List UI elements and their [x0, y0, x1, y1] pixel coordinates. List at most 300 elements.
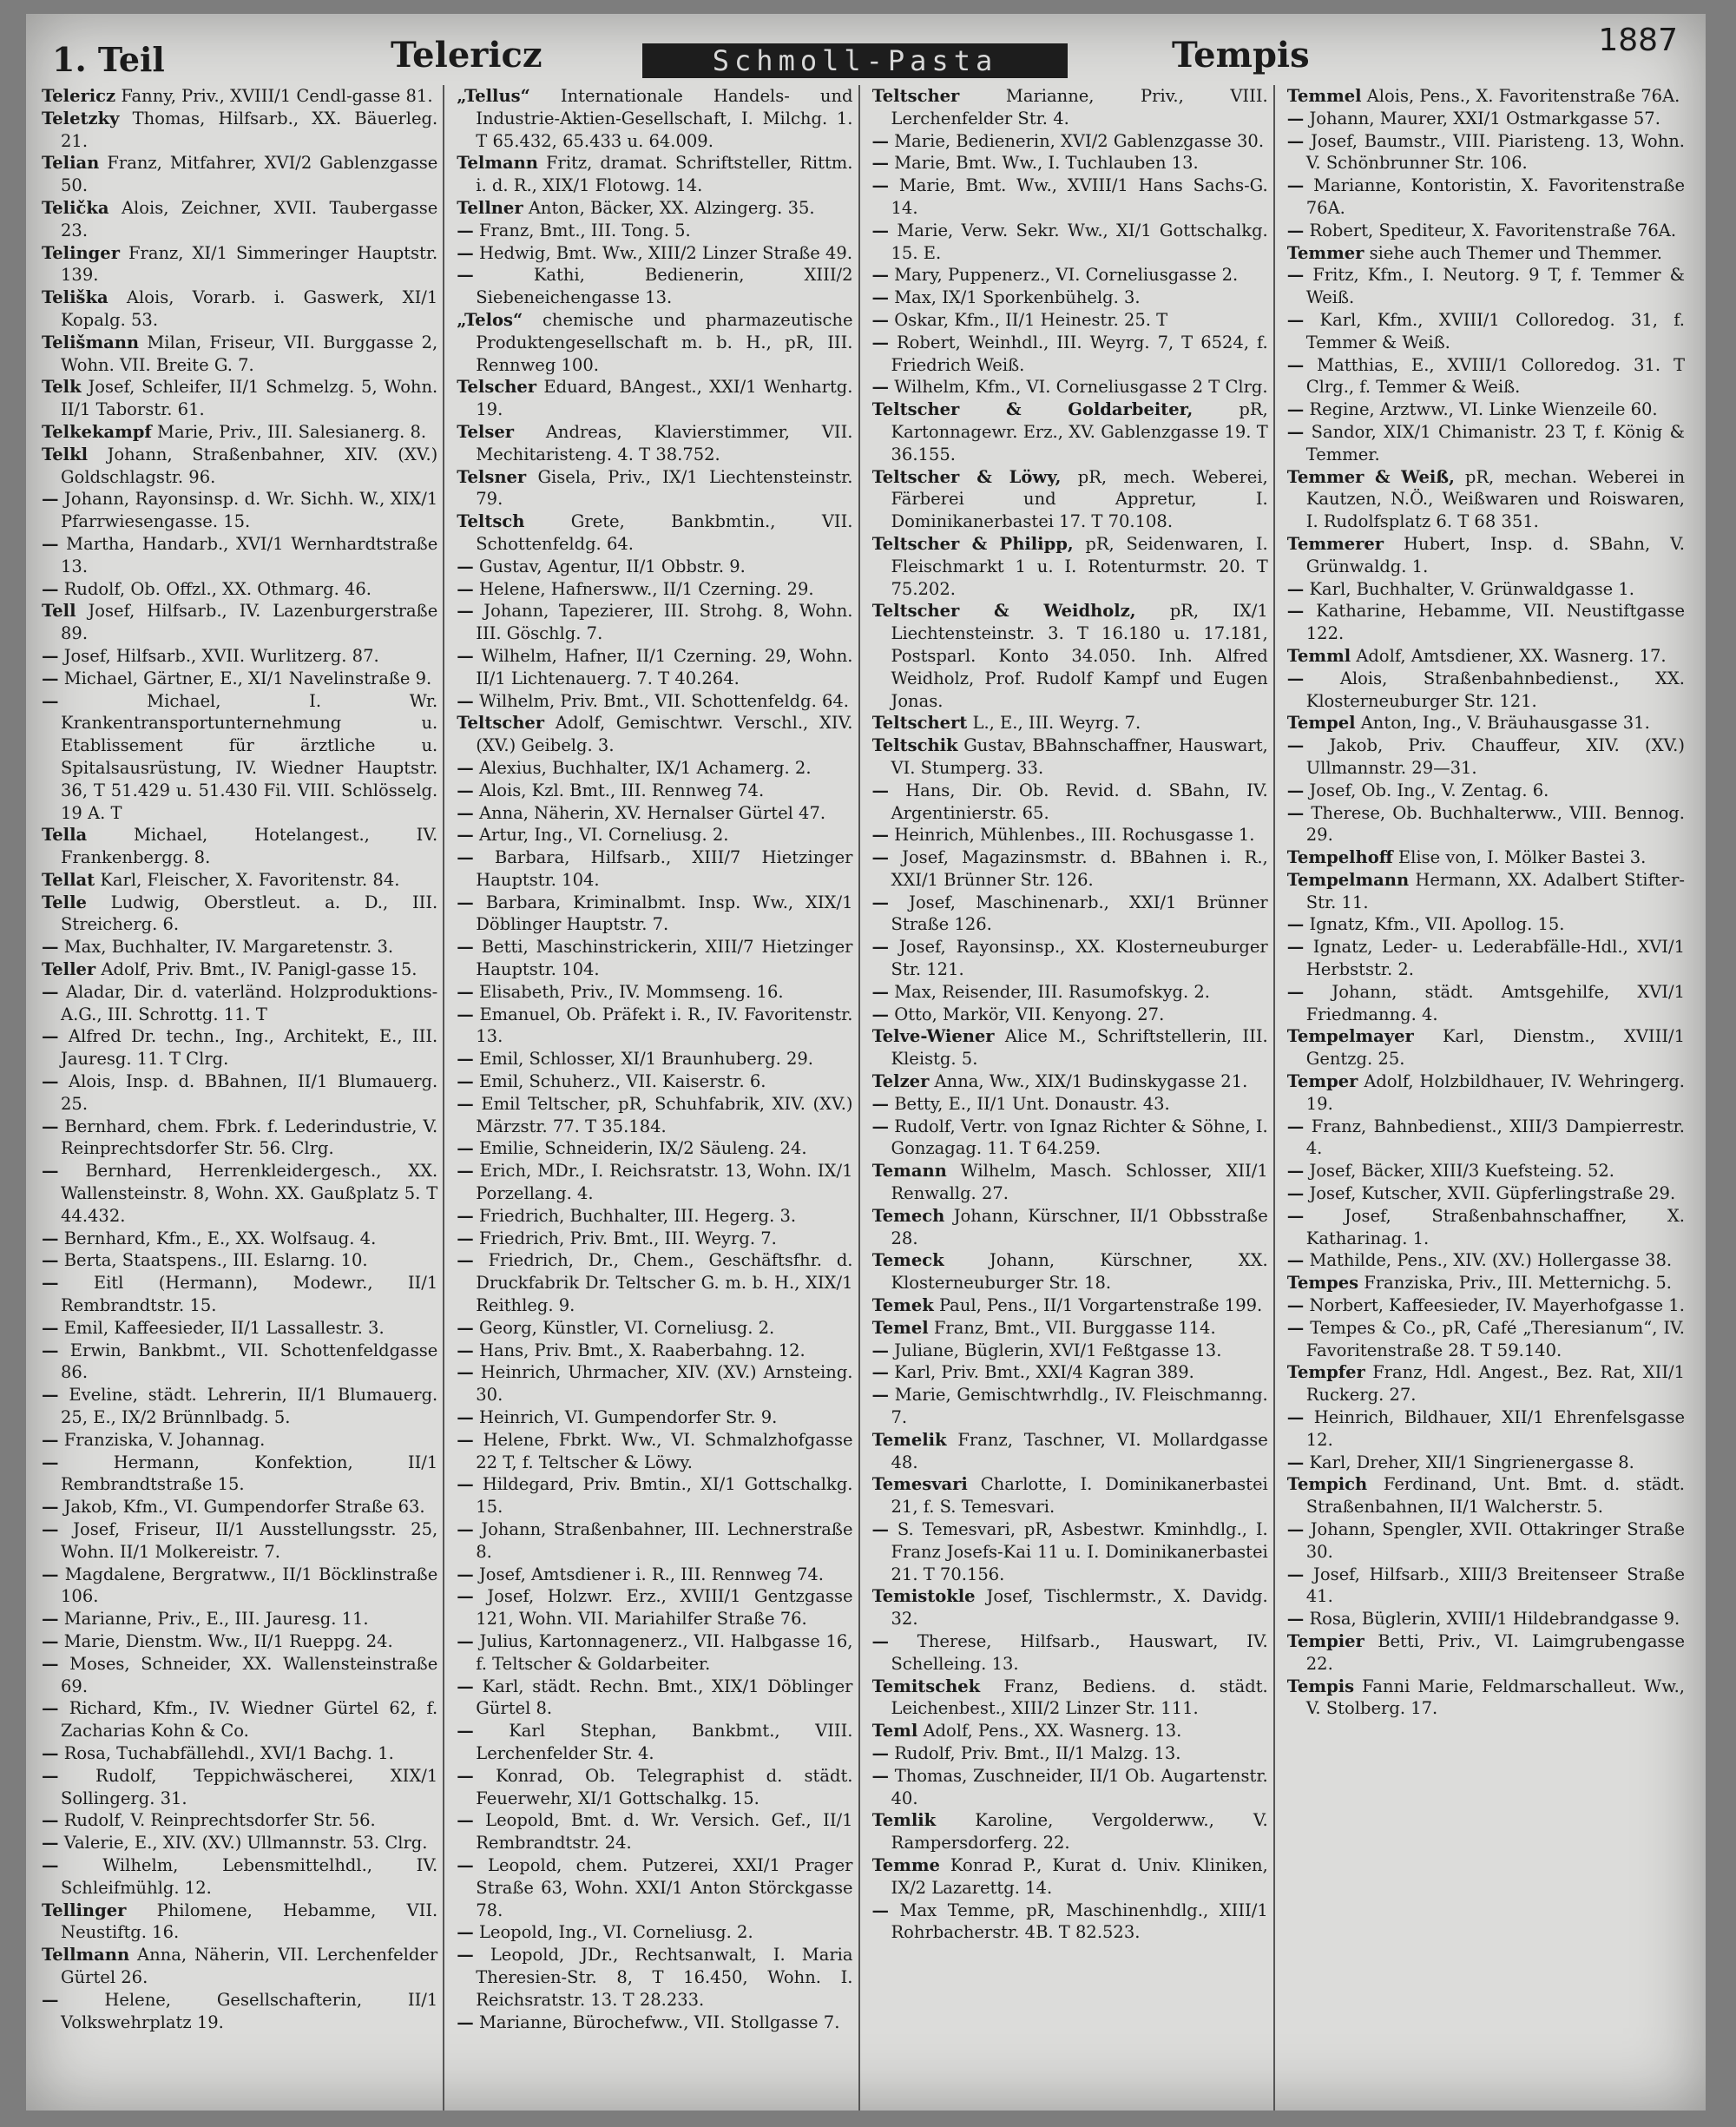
entry-details: Thomas, Hilfsarb., XX. Bäuerleg. 21.	[61, 108, 438, 151]
entry-name: —	[871, 1116, 889, 1136]
directory-entry	[872, 1765, 1268, 1810]
directory-entry	[872, 780, 1268, 825]
entry-details: pR, Kartonnagewr. Erz., XV. Gablenzgasse 19. T 36.155.	[891, 399, 1268, 464]
directory-column	[872, 85, 1275, 2111]
entry-name: Telička	[42, 197, 109, 218]
directory-entry	[457, 556, 852, 578]
entry-name: Teltschik	[871, 735, 958, 756]
entry-details: Rosa, Tuchabfällehdl., XVI/1 Bachg. 1.	[63, 1742, 394, 1763]
directory-entry	[872, 376, 1268, 398]
entry-details: Hermann, XX. Adalbert Stifter-Str. 11.	[1305, 869, 1685, 912]
directory-page	[26, 14, 1706, 2111]
entry-details: Josef, Tischlermstr., X. Davidg. 32.	[891, 1586, 1268, 1630]
directory-entry	[42, 1854, 437, 1900]
directory-entry	[1287, 578, 1685, 601]
entry-details: Valerie, E., XIV. (XV.) Ullmannstr. 53. Clrg.	[63, 1833, 428, 1854]
entry-name: —	[871, 1385, 889, 1406]
entry-name: —	[457, 265, 474, 286]
entry-name: —	[457, 1161, 474, 1182]
entry-details: Marie, Priv., III. Salesianerg. 8.	[157, 421, 427, 442]
entry-details: Heinrich, Mühlenbes., III. Rochusgasse 1.	[894, 825, 1255, 846]
directory-entry	[42, 1070, 437, 1116]
entry-name: —	[1286, 937, 1305, 958]
entry-details: Emil, Schlosser, XI/1 Braunhuberg. 29.	[478, 1049, 814, 1070]
entry-name: —	[871, 825, 889, 846]
entry-name: —	[42, 1026, 59, 1047]
directory-entry	[457, 1676, 852, 1721]
directory-entry	[1287, 846, 1685, 869]
directory-entry	[42, 533, 437, 578]
directory-entry	[42, 981, 437, 1026]
entry-name: Telian	[42, 153, 100, 174]
entry-name: Telinger	[42, 242, 120, 263]
entry-details: Adolf, Pens., XX. Wasnerg. 13.	[923, 1721, 1182, 1742]
directory-entry	[457, 1070, 852, 1093]
entry-details: Wilhelm, Lebensmittelhdl., IV. Schleifmühlg. 12.	[61, 1854, 438, 1898]
entry-name: —	[42, 1317, 59, 1338]
entry-name: —	[42, 1630, 59, 1651]
directory-entry	[872, 152, 1268, 175]
entry-name: —	[871, 847, 889, 868]
directory-entry	[872, 309, 1268, 332]
entry-name: —	[457, 1138, 474, 1159]
directory-entry	[1287, 913, 1685, 936]
entry-name: —	[871, 309, 889, 330]
directory-entry	[42, 1564, 437, 1609]
entry-name: —	[1286, 1205, 1305, 1226]
entry-details: Alois, Vorarb. i. Gaswerk, XI/1 Kopalg. 53.	[61, 287, 438, 330]
entry-details: Jakob, Priv. Chauffeur, XIV. (XV.) Ullmannstr. 29—31.	[1305, 735, 1685, 778]
directory-column	[42, 85, 444, 2111]
entry-details: Josef, Holzwr. Erz., XVIII/1 Gentzgasse 121, Wohn. VII. Mariahilfer Straße 76.	[476, 1586, 853, 1630]
entry-details: Friedrich, Buchhalter, III. Hegerg. 3.	[478, 1205, 797, 1226]
directory-entry	[42, 1160, 437, 1227]
directory-entry	[457, 1518, 852, 1564]
entry-details: siehe auch Themer und Themmer.	[1369, 242, 1662, 263]
entry-details: Leopold, Bmt. d. Wr. Versich. Gef., II/1 Rembrandtstr. 24.	[476, 1810, 853, 1854]
entry-name: Teltscher	[457, 713, 545, 734]
directory-entry	[42, 444, 437, 489]
entry-name: „Tellus“	[457, 86, 530, 106]
entry-name: —	[457, 1317, 474, 1338]
entry-details: Artur, Ing., VI. Corneliusg. 2.	[478, 825, 729, 846]
entry-name: Teltschert	[871, 713, 968, 734]
entry-name: —	[457, 1093, 474, 1114]
directory-entry	[872, 1340, 1268, 1362]
entry-name: —	[1286, 1609, 1305, 1630]
entry-name: Tell	[42, 601, 76, 622]
directory-entry	[872, 398, 1268, 465]
entry-details: Fritz, dramat. Schriftsteller, Rittm. i. d. R., XIX/1 Flotowg. 14.	[476, 153, 853, 196]
directory-entry	[1287, 1361, 1685, 1406]
entry-name: —	[457, 578, 474, 599]
entry-name: —	[871, 332, 889, 352]
entry-details: Franz, Bediens. d. städt. Leichenbest., XIII/2 Linzer Str. 111.	[891, 1676, 1268, 1719]
directory-entry	[457, 846, 852, 892]
directory-entry	[1287, 1070, 1685, 1116]
entry-details: Alois, Kzl. Bmt., III. Rennweg 74.	[478, 780, 765, 800]
directory-entry	[457, 466, 852, 511]
entry-details: Franz, Bahnbedienst., XIII/3 Dampierrestr. 4.	[1305, 1116, 1686, 1159]
entry-details: Rudolf, Priv. Bmt., II/1 Malzg. 13.	[894, 1742, 1181, 1763]
entry-name: Teltscher	[871, 86, 960, 106]
directory-entry	[457, 981, 852, 1004]
directory-entry	[872, 1004, 1268, 1026]
directory-entry	[1287, 398, 1685, 421]
entry-details: Richard, Kfm., IV. Wiedner Gürtel 62, f. Zacharias Kohn & Co.	[61, 1698, 438, 1742]
entry-details: Julius, Kartonnagenerz., VII. Halbgasse 16, f. Teltscher & Goldarbeiter.	[476, 1630, 853, 1674]
entry-name: Temel	[871, 1317, 929, 1338]
directory-entry	[457, 1473, 852, 1518]
directory-entry	[872, 1160, 1268, 1205]
directory-entry	[872, 466, 1268, 533]
directory-entry	[1287, 1272, 1685, 1294]
entry-details: Karl, Priv. Bmt., XXI/4 Kagran 389.	[894, 1362, 1194, 1383]
entry-details: Alois, Insp. d. BBahnen, II/1 Blumauerg. 25.	[61, 1071, 438, 1114]
directory-entry	[457, 780, 852, 802]
entry-name: —	[42, 1228, 59, 1248]
directory-entry	[872, 1361, 1268, 1384]
entry-name: Telkl	[42, 444, 89, 464]
entry-name: Temmer	[1286, 242, 1364, 263]
directory-entry	[42, 869, 437, 892]
entry-name: —	[1286, 1295, 1305, 1316]
entry-name: Telser	[457, 421, 514, 442]
entry-name: —	[1286, 1452, 1305, 1472]
entry-name: Teltscher & Goldarbeiter,	[871, 399, 1194, 420]
entry-details: Helene, Fbrkt. Ww., VI. Schmalzhofgasse 22 T, f. Teltscher & Löwy.	[476, 1429, 853, 1472]
entry-name: —	[871, 1340, 889, 1360]
entry-details: Hubert, Insp. d. SBahn, V. Grünwaldg. 1.	[1305, 533, 1686, 576]
entry-details: Adolf, Priv. Bmt., IV. Panigl-gasse 15.	[101, 959, 418, 980]
entry-name: —	[42, 1742, 59, 1763]
entry-name: —	[457, 220, 474, 240]
entry-details: pR, mech. Weberei, Färberei und Appretur, I. Dominikanerbastei 17. T 70.108.	[891, 466, 1268, 532]
entry-details: Josef, Baumstr., VIII. Piaristeng. 13, Wohn. V. Schönbrunner Str. 106.	[1305, 130, 1685, 174]
entry-name: Teltsch	[457, 511, 525, 532]
advertisement-banner: Schmoll-Pasta	[642, 43, 1068, 78]
directory-entry	[42, 1340, 437, 1385]
entry-details: S. Temesvari, pR, Asbestwr. Kminhdlg., I. Franz Josefs-Kai 11 u. I. Dominikanerbastei 21. T 70.156.	[891, 1519, 1268, 1584]
entry-name: —	[871, 1519, 889, 1539]
entry-name: —	[457, 601, 474, 622]
directory-entry	[1287, 936, 1685, 981]
entry-details: Anna, Näherin, VII. Lerchenfelder Gürtel 26.	[61, 1945, 438, 1987]
entry-details: Hildegard, Priv. Bmtin., XI/1 Gottschalkg. 15.	[476, 1474, 853, 1518]
directory-entry	[872, 286, 1268, 309]
directory-entry	[457, 1765, 852, 1810]
directory-entry	[457, 309, 852, 376]
directory-entry	[1287, 981, 1685, 1026]
directory-entry	[457, 1160, 852, 1205]
entry-details: Michael, I. Wr. Krankentransportunternehmung u. Etablissement für ärztliche u. Spitalsausrüstung, IV. Wiedner Hauptstr. 36, T 51.429 u. 51.430 Fil. VIII. Schlösselg. 19 A. T	[61, 690, 438, 823]
entry-details: Johann, städt. Amtsgehilfe, XVI/1 Friedmanng. 4.	[1305, 981, 1685, 1024]
entry-name: —	[1286, 130, 1305, 151]
entry-details: Karl, Dienstm., XVIII/1 Gentzg. 25.	[1305, 1026, 1685, 1070]
entry-details: Otto, Markör, VII. Kenyong. 27.	[894, 1004, 1165, 1024]
directory-entry	[457, 1585, 852, 1630]
entry-name: —	[42, 1609, 59, 1630]
entry-details: Rudolf, Vertr. von Ignaz Richter & Söhne, I. Gonzagag. 11. T 64.259.	[891, 1116, 1268, 1159]
entry-details: Alois, Pens., X. Favoritenstraße 76A.	[1366, 86, 1680, 106]
entry-details: Leopold, chem. Putzerei, XXI/1 Prager Straße 63, Wohn. XXI/1 Anton Störckgasse 78.	[476, 1854, 853, 1920]
directory-entry	[1287, 264, 1685, 309]
entry-name: Teltscher & Weidholz,	[871, 601, 1136, 622]
directory-entry	[42, 1653, 437, 1698]
directory-entry	[42, 152, 437, 197]
entry-details: Mary, Puppenerz., VI. Corneliusgasse 2.	[894, 265, 1239, 286]
entry-name: —	[871, 1004, 889, 1024]
entry-details: Adolf, Holzbildhauer, IV. Wehringerg. 19.	[1305, 1071, 1686, 1114]
directory-entry	[1287, 1205, 1685, 1250]
directory-entry	[1287, 1025, 1685, 1070]
entry-name: —	[457, 645, 474, 666]
entry-details: Georg, Künstler, VI. Corneliusg. 2.	[478, 1317, 775, 1338]
directory-entry	[457, 2012, 852, 2034]
entry-name: Telericz	[42, 86, 116, 106]
directory-entry	[457, 1564, 852, 1586]
directory-column	[1287, 85, 1690, 2111]
entry-details: Michael, Hotelangest., IV. Frankenbergg. 8.	[61, 825, 438, 868]
entry-name: Telve-Wiener	[871, 1026, 995, 1047]
entry-details: Elise von, I. Mölker Bastei 3.	[1397, 847, 1647, 868]
directory-entry	[42, 1518, 437, 1564]
directory-entry	[42, 668, 437, 690]
directory-entry	[42, 488, 437, 533]
entry-name: —	[42, 1273, 59, 1294]
directory-entry	[457, 421, 852, 466]
directory-entry	[872, 1518, 1268, 1585]
directory-entry	[1287, 780, 1685, 802]
directory-entry	[872, 892, 1268, 937]
entry-name: —	[457, 937, 474, 958]
entry-details: Johann, Kürschner, II/1 Obbsstraße 28.	[891, 1205, 1268, 1248]
directory-entry	[1287, 1116, 1685, 1161]
entry-name: —	[42, 1810, 59, 1831]
entry-name: Temlik	[871, 1810, 937, 1831]
directory-entry	[457, 892, 852, 937]
entry-details: Marie, Gemischtwrhdlg., IV. Fleischmanng. 7.	[891, 1385, 1268, 1428]
directory-entry	[872, 1630, 1268, 1676]
directory-entry	[872, 1025, 1268, 1070]
entry-details: Marie, Bedienerin, XVI/2 Gablenzgasse 30.	[894, 130, 1265, 151]
entry-name: Tellner	[457, 197, 523, 218]
entry-name: —	[871, 1765, 889, 1786]
entry-details: Franz, Bmt., III. Tong. 5.	[478, 220, 691, 240]
directory-entry	[42, 645, 437, 668]
entry-details: Emanuel, Ob. Präfekt i. R., IV. Favoritenstr. 13.	[476, 1004, 853, 1047]
entry-details: Franz, XI/1 Simmeringer Hauptstr. 139.	[61, 242, 438, 286]
entry-details: Johann, Spengler, XVII. Ottakringer Straße 30.	[1305, 1519, 1685, 1562]
directory-entry	[457, 1048, 852, 1070]
directory-entry	[1287, 645, 1685, 668]
entry-name: —	[457, 1071, 474, 1092]
directory-entry	[42, 1272, 437, 1317]
entry-details: Hans, Dir. Ob. Revid. d. SBahn, IV. Argentinierstr. 65.	[891, 780, 1268, 823]
directory-entry	[1287, 130, 1685, 175]
entry-name: —	[457, 847, 474, 868]
entry-name: —	[457, 1922, 474, 1943]
entry-details: Franz, Taschner, VI. Mollardgasse 48.	[891, 1429, 1268, 1472]
directory-entry	[1287, 421, 1685, 466]
entry-name: —	[457, 1474, 474, 1495]
entry-details: Anton, Bäcker, XX. Alzingerg. 35.	[528, 197, 815, 218]
directory-entry	[1287, 1294, 1685, 1317]
directory-entry	[872, 1116, 1268, 1161]
directory-entry	[1287, 309, 1685, 354]
directory-entry	[1287, 1182, 1685, 1205]
entry-details: Bernhard, Herrenkleidergesch., XX. Wallensteinstr. 8, Wohn. XX. Gaußplatz 5. T 44.432.	[61, 1161, 438, 1226]
entry-name: —	[457, 242, 474, 263]
entry-details: Andreas, Klavierstimmer, VII. Mechitaristeng. 4. T 38.752.	[476, 421, 853, 464]
entry-details: Marie, Dienstm. Ww., II/1 Rueppg. 24.	[63, 1630, 393, 1651]
entry-details: Erich, MDr., I. Reichsratstr. 13, Wohn. IX/1 Porzellang. 4.	[476, 1161, 853, 1204]
entry-name: —	[457, 802, 474, 823]
entry-details: chemische und pharmazeutische Produktengesellschaft m. b. H., pR, III. Rennweg 100.	[476, 309, 853, 375]
directory-entry	[872, 1676, 1268, 1721]
entry-name: —	[457, 981, 474, 1002]
directory-entry	[872, 981, 1268, 1004]
directory-entry	[872, 734, 1268, 780]
entry-name: Telle	[42, 892, 87, 912]
entry-name: —	[457, 1630, 474, 1651]
entry-details: Bernhard, Kfm., E., XX. Wolfsaug. 4.	[63, 1228, 377, 1248]
entry-name: —	[1286, 1161, 1305, 1182]
entry-name: —	[1286, 780, 1305, 800]
entry-details: Robert, Spediteur, X. Favoritenstraße 76A.	[1309, 220, 1677, 240]
entry-details: Alois, Zeichner, XVII. Taubergasse 23.	[61, 197, 438, 240]
entry-name: —	[42, 1989, 59, 2010]
directory-entry	[872, 1854, 1268, 1900]
entry-details: Josef, Schleifer, II/1 Schmelzg. 5, Wohn. II/1 Taborstr. 61.	[61, 377, 438, 420]
entry-details: Wilhelm, Hafner, II/1 Czerning. 29, Wohn. II/1 Lichtenauerg. 7. T 40.264.	[476, 645, 853, 688]
entry-details: Fanni Marie, Feldmarschalleut. Ww., V. Stolberg. 17.	[1305, 1676, 1685, 1719]
directory-entry	[872, 1294, 1268, 1317]
directory-entry	[872, 220, 1268, 265]
entry-name: —	[42, 1340, 59, 1360]
entry-details: Wilhelm, Kfm., VI. Corneliusgasse 2 T Clrg.	[894, 377, 1268, 398]
entry-name: Temmerer	[1286, 533, 1384, 554]
entry-details: Mathilde, Pens., XIV. (XV.) Hollergasse 38.	[1309, 1250, 1673, 1271]
directory-entry	[1287, 869, 1685, 914]
entry-name: Teltscher & Philipp,	[871, 533, 1074, 554]
entry-name: —	[42, 937, 59, 958]
entry-name: —	[1286, 668, 1305, 688]
entry-name: Tempier	[1286, 1630, 1364, 1651]
entry-details: Tempes & Co., pR, Café „Theresianum“, IV. Favoritenstraße 28. T 59.140.	[1305, 1317, 1685, 1360]
entry-details: pR, mechan. Weberei in Kautzen, N.Ö., Weißwaren und Roiswaren, I. Rudolfsplatz 6. T 68 351.	[1305, 466, 1686, 532]
entry-name: —	[1286, 1183, 1305, 1204]
directory-entry	[1287, 600, 1685, 645]
entry-details: Alice M., Schriftstellerin, III. Kleistg. 5.	[891, 1026, 1268, 1070]
entry-details: Emil, Schuherz., VII. Kaiserstr. 6.	[478, 1071, 766, 1092]
entry-name: —	[871, 130, 889, 151]
entry-details: Franz, Hdl. Angest., Bez. Rat, XII/1 Ruckerg. 27.	[1305, 1362, 1685, 1406]
entry-details: Rudolf, V. Reinprechtsdorfer Str. 56.	[63, 1810, 376, 1831]
entry-name: Telmann	[457, 153, 538, 174]
entry-details: Marianne, Bürochefww., VII. Stollgasse 7.	[478, 2012, 840, 2032]
entry-name: —	[42, 981, 59, 1002]
entry-details: Aladar, Dir. d. vaterländ. Holzproduktions-A.G., III. Schrottg. 11. T	[61, 981, 438, 1024]
directory-entry	[42, 1765, 437, 1810]
directory-entry	[872, 85, 1268, 130]
entry-name: —	[457, 1049, 474, 1070]
entry-details: Berta, Staatspens., III. Eslarng. 10.	[63, 1250, 368, 1271]
entry-name: —	[42, 645, 59, 666]
entry-details: Martha, Handarb., XVI/1 Wernhardtstraße 13.	[61, 533, 438, 576]
entry-details: Josef, Maschinenarb., XXI/1 Brünner Straße 126.	[891, 892, 1268, 935]
entry-name: —	[1286, 354, 1305, 375]
page-number: 1887	[1598, 23, 1678, 58]
directory-entry	[457, 242, 852, 265]
entry-details: Charlotte, I. Dominikanerbastei 21, f. S. Temesvari.	[891, 1474, 1268, 1518]
header-last-entry: Tempis	[1172, 35, 1310, 76]
directory-entry	[872, 533, 1268, 600]
entry-details: Marianne, Priv., VIII. Lerchenfelder Str. 4.	[891, 86, 1268, 128]
entry-details: Max, Reisender, III. Rasumofskyg. 2.	[894, 981, 1210, 1002]
entry-name: Tempelmann	[1286, 869, 1410, 890]
entry-name: —	[42, 489, 59, 510]
directory-entry	[42, 936, 437, 958]
entry-name: —	[457, 556, 474, 576]
entry-details: Marie, Bmt. Ww., XVIII/1 Hans Sachs-G. 14.	[891, 175, 1268, 218]
entry-name: Teltscher & Löwy,	[871, 466, 1062, 487]
directory-entry	[457, 712, 852, 757]
entry-details: Johann, Straßenbahner, XIV. (XV.) Goldschlagstr. 96.	[61, 444, 438, 487]
directory-entry	[42, 1452, 437, 1497]
directory-entry	[1287, 533, 1685, 578]
directory-entry	[1287, 175, 1685, 220]
directory-entry	[872, 1585, 1268, 1630]
entry-name: —	[457, 892, 474, 912]
directory-entry	[1287, 734, 1685, 780]
entry-name: —	[42, 1833, 59, 1854]
entry-details: Josef, Magazinsmstr. d. BBahnen i. R., XXI/1 Brünner Str. 126.	[891, 847, 1268, 890]
directory-entry	[1287, 108, 1685, 130]
directory-entry	[872, 600, 1268, 712]
directory-entry	[457, 757, 852, 780]
entry-details: Anna, Näherin, XV. Hernalser Gürtel 47.	[478, 802, 826, 823]
entry-details: Michael, Gärtner, E., XI/1 Navelinstraße 9.	[63, 668, 432, 688]
directory-entry	[457, 1406, 852, 1429]
entry-name: Temper	[1286, 1071, 1358, 1092]
entry-details: Marianne, Kontoristin, X. Favoritenstraße 76A.	[1305, 175, 1686, 218]
directory-entry	[42, 197, 437, 242]
directory-entry	[42, 421, 437, 444]
directory-entry	[457, 1921, 852, 1944]
entry-name: —	[1286, 265, 1305, 286]
entry-name: —	[42, 1497, 59, 1518]
entry-name: —	[457, 1250, 474, 1271]
entry-details: Karl Stephan, Bankbmt., VIII. Lerchenfelder Str. 4.	[476, 1721, 853, 1763]
directory-entry	[1287, 802, 1685, 847]
directory-entry	[457, 1630, 852, 1676]
entry-name: —	[457, 1519, 474, 1539]
entry-name: Tella	[42, 825, 88, 846]
entry-name: —	[1286, 578, 1305, 599]
entry-details: Johann, Straßenbahner, III. Lechnerstraße 8.	[476, 1519, 853, 1562]
entry-name: —	[42, 1116, 59, 1136]
entry-name: Telscher	[457, 377, 537, 398]
entry-name: —	[871, 153, 889, 174]
directory-entry	[42, 690, 437, 825]
directory-entry	[42, 1989, 437, 2034]
entry-details: Karl, Buchhalter, V. Grünwaldgasse 1.	[1309, 578, 1634, 599]
directory-entry	[872, 1900, 1268, 1945]
directory-entry	[457, 1317, 852, 1340]
directory-entry	[457, 510, 852, 556]
entry-details: Bernhard, chem. Fbrk. f. Lederindustrie, V. Reinprechtsdorfer Str. 56. Clrg.	[61, 1116, 438, 1159]
